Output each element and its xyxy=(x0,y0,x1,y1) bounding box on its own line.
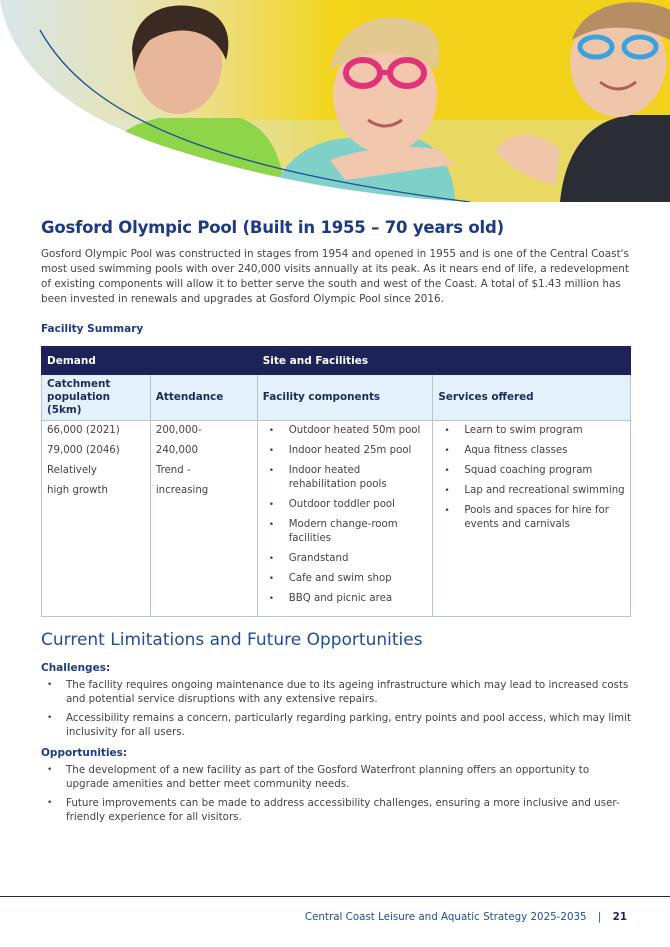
catchment-line: 66,000 (2021) xyxy=(47,425,120,436)
list-item: • Outdoor toddler pool xyxy=(263,498,428,512)
list-item: • Squad coaching program xyxy=(438,464,625,478)
catchment-cell xyxy=(42,421,151,617)
opportunities-list xyxy=(41,763,631,824)
attendance-line: 200,000- xyxy=(155,425,202,436)
hero-photo xyxy=(0,0,670,202)
footer-divider xyxy=(0,896,670,897)
catchment-line: 79,000 (2046) xyxy=(47,445,120,456)
components-column-header: Facility components xyxy=(257,375,433,421)
attendance-cell xyxy=(150,421,257,617)
services-list xyxy=(438,424,625,532)
page-content xyxy=(41,218,631,829)
list-item: • Pools and spaces for hire for events and carnivals xyxy=(438,504,625,532)
list-item: • Cafe and swim shop xyxy=(263,572,428,586)
attendance-line: Trend - xyxy=(155,465,191,476)
demand-band-header: Demand xyxy=(42,347,258,375)
services-column-header: Services offered xyxy=(433,375,631,421)
list-item: • BBQ and picnic area xyxy=(263,592,428,606)
list-item: • Lap and recreational swimming xyxy=(438,484,625,498)
facility-summary-heading: Facility Summary xyxy=(41,323,144,335)
opportunities-heading: Opportunities: xyxy=(41,747,128,759)
intro-paragraph: Gosford Olympic Pool was constructed in stages from 1954 and opened in 1955 and is one of the Central Coast's most used swimming pools with over 240,000 visits annually at its peak. As it nears end of life, a redevelopment of existing components will allow it to better serve the south and west of the Coast. A total of $1.43 million has been invested in renewals and upgrades at Gosford Olympic Pool since 2016. xyxy=(41,248,629,305)
list-item: • Grandstand xyxy=(263,552,428,566)
list-item: • Indoor heated rehabilitation pools xyxy=(263,464,428,492)
list-item: • Future improvements can be made to address accessibility challenges, ensuring a more inclusive and user-friendly experience for all visitors. xyxy=(41,796,631,824)
catchment-line: high growth xyxy=(47,485,108,496)
list-item: • Indoor heated 25m pool xyxy=(263,444,428,458)
services-cell xyxy=(433,421,631,617)
attendance-line: increasing xyxy=(155,485,209,496)
list-item: • Accessibility remains a concern, particularly regarding parking, entry points and pool access, which may limit inclusivity for all users. xyxy=(41,711,631,739)
site-band-header: Site and Facilities xyxy=(257,347,630,375)
components-cell xyxy=(257,421,433,617)
list-item: • Outdoor heated 50m pool xyxy=(263,424,428,438)
attendance-column-header: Attendance xyxy=(150,375,257,421)
components-list xyxy=(263,424,428,606)
catchment-line: Relatively xyxy=(47,465,97,476)
facility-summary-table xyxy=(41,346,631,617)
list-item: • The development of a new facility as part of the Gosford Waterfront planning offers an opportunity to upgrade amenities and better meet community needs. xyxy=(41,763,631,791)
page-footer xyxy=(305,911,627,923)
footer-separator: | xyxy=(597,911,602,923)
list-item: • Modern change-room facilities xyxy=(263,518,428,546)
limitations-heading: Current Limitations and Future Opportunities xyxy=(41,630,423,650)
swimming-children-illustration xyxy=(0,0,670,202)
list-item: • The facility requires ongoing maintenance due to its ageing infrastructure which may lead to increased costs and potential service disruptions with any extensive repairs. xyxy=(41,678,631,706)
attendance-line: 240,000 xyxy=(155,445,198,456)
page-title: Gosford Olympic Pool (Built in 1955 – 70 years old) xyxy=(41,218,504,237)
list-item: • Aqua fitness classes xyxy=(438,444,625,458)
challenges-list xyxy=(41,678,631,739)
footer-title: Central Coast Leisure and Aquatic Strategy 2025-2035 xyxy=(304,911,587,923)
list-item: • Learn to swim program xyxy=(438,424,625,438)
catchment-column-header: Catchment population (5km) xyxy=(42,375,151,421)
challenges-heading: Challenges: xyxy=(41,662,111,674)
page-number: 21 xyxy=(612,911,627,923)
